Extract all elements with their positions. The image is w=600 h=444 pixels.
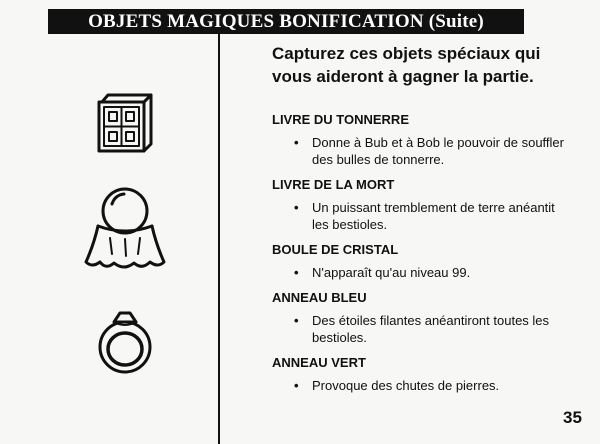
page-number: 35 <box>563 408 582 427</box>
list-item <box>272 290 572 346</box>
item-description: • Des étoiles filantes anéantiront toutes les bestioles. <box>294 313 550 345</box>
list-item <box>272 112 572 168</box>
item-title: LIVRE DU TONNERRE <box>272 112 409 127</box>
item-description: • Donne à Bub et à Bob le pouvoir de souffler des bulles de tonnerre. <box>294 135 564 167</box>
item-list <box>272 112 572 403</box>
item-description: • Provoque des chutes de pierres. <box>294 378 500 393</box>
bullet: • <box>294 200 299 215</box>
list-item <box>272 177 572 233</box>
item-title: ANNEAU VERT <box>272 355 366 370</box>
bullet: • <box>294 313 299 328</box>
item-description: • N'apparaît qu'au niveau 99. <box>294 265 471 280</box>
crystal-ball-icon <box>84 184 166 272</box>
item-description: • Un puissant tremblement de terre anéantit les bestioles. <box>294 200 555 232</box>
item-title: BOULE DE CRISTAL <box>272 242 399 257</box>
bullet: • <box>294 378 299 393</box>
thunder-book-icon <box>94 92 154 154</box>
intro-text: Capturez ces objets spéciaux qui vous aideront à gagner la partie. <box>272 44 541 86</box>
column-divider <box>218 34 220 444</box>
list-item <box>272 242 572 281</box>
list-item <box>272 355 572 394</box>
ring-icon <box>94 308 156 376</box>
page-title: OBJETS MAGIQUES BONIFICATION (Suite) <box>48 9 524 34</box>
item-title: LIVRE DE LA MORT <box>272 177 395 192</box>
bullet: • <box>294 135 299 150</box>
item-title: ANNEAU BLEU <box>272 290 367 305</box>
bullet: • <box>294 265 299 280</box>
